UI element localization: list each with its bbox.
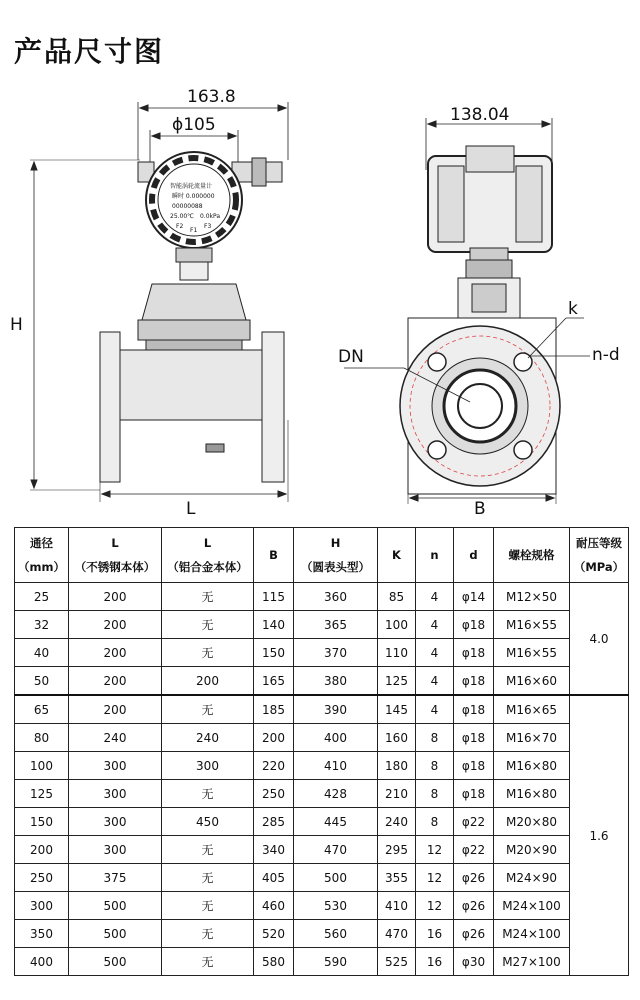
table-cell: 560 (294, 920, 378, 948)
table-cell: 240 (378, 808, 416, 836)
table-cell: φ26 (454, 920, 494, 948)
page-title: 产品尺寸图 (14, 35, 165, 68)
table-cell: 210 (378, 780, 416, 808)
table-cell: 410 (294, 752, 378, 780)
table-cell: 8 (416, 780, 454, 808)
header-line: （圆表头型） (301, 560, 370, 574)
table-cell: 12 (416, 892, 454, 920)
table-cell: 16 (416, 948, 454, 976)
table-row (15, 780, 629, 808)
table-cell: 375 (69, 864, 162, 892)
table-header-cell (416, 528, 454, 583)
table-cell: 无 (162, 948, 254, 976)
table-cell: 450 (162, 808, 254, 836)
meter-face-f2: F2 (176, 223, 184, 230)
table-cell: φ14 (454, 583, 494, 611)
label-B: B (474, 499, 486, 519)
table-cell: 400 (294, 724, 378, 752)
table-cell: 无 (162, 836, 254, 864)
meter-face-temp: 25.00℃ (170, 213, 194, 220)
table-cell: 405 (254, 864, 294, 892)
table-header-cell (254, 528, 294, 583)
header-line: d (469, 548, 478, 562)
table-cell: M16×70 (494, 724, 570, 752)
label-DN: DN (338, 347, 364, 367)
table-cell: 85 (378, 583, 416, 611)
table-cell: M20×80 (494, 808, 570, 836)
table-cell: 8 (416, 808, 454, 836)
front-view (30, 102, 288, 502)
table-header-cell (15, 528, 69, 583)
table-cell: 428 (294, 780, 378, 808)
spec-table-wrapper (14, 527, 628, 976)
table-cell: 355 (378, 864, 416, 892)
table-cell: φ18 (454, 667, 494, 696)
table-row (15, 611, 629, 639)
table-cell: 460 (254, 892, 294, 920)
table-cell: M16×80 (494, 752, 570, 780)
table-row (15, 724, 629, 752)
table-cell: 180 (378, 752, 416, 780)
table-cell: 410 (378, 892, 416, 920)
table-cell: 200 (15, 836, 69, 864)
table-cell: 300 (69, 752, 162, 780)
dim-head-diameter: ϕ105 (172, 115, 216, 135)
label-k: k (568, 299, 578, 319)
table-cell: 250 (254, 780, 294, 808)
table-cell: 50 (15, 667, 69, 696)
table-body (15, 583, 629, 976)
table-cell: 370 (294, 639, 378, 667)
table-cell: 65 (15, 695, 69, 724)
product-dimension-drawing (0, 80, 640, 520)
header-line: L (203, 536, 212, 550)
header-line: n (430, 548, 439, 562)
table-cell: φ26 (454, 864, 494, 892)
table-row (15, 695, 629, 724)
header-line: （不锈钢本体） (74, 560, 156, 574)
table-cell: 500 (294, 864, 378, 892)
table-cell: 125 (378, 667, 416, 696)
table-cell: φ18 (454, 639, 494, 667)
table-cell: 520 (254, 920, 294, 948)
table-cell: M16×55 (494, 611, 570, 639)
table-cell: 4 (416, 583, 454, 611)
label-L: L (186, 499, 196, 519)
header-line: H (330, 536, 341, 550)
header-line: B (269, 548, 278, 562)
table-cell: 590 (294, 948, 378, 976)
table-cell: 250 (15, 864, 69, 892)
table-row (15, 583, 629, 611)
table-cell: 295 (378, 836, 416, 864)
table-cell: 500 (69, 920, 162, 948)
table-cell: 300 (69, 780, 162, 808)
table-cell: 200 (69, 667, 162, 696)
table-cell: 125 (15, 780, 69, 808)
table-cell: 530 (294, 892, 378, 920)
table-cell: 240 (69, 724, 162, 752)
table-cell: M12×50 (494, 583, 570, 611)
table-cell: 300 (15, 892, 69, 920)
table-cell: 200 (69, 639, 162, 667)
table-cell: 285 (254, 808, 294, 836)
table-cell: 200 (69, 695, 162, 724)
table-cell: 4 (416, 639, 454, 667)
header-line: （mm） (18, 560, 65, 574)
label-nd: n-d (592, 345, 620, 365)
table-cell: M16×55 (494, 639, 570, 667)
table-cell: 365 (294, 611, 378, 639)
table-cell: 390 (294, 695, 378, 724)
table-header-cell (162, 528, 254, 583)
header-line: （铝合金本体） (167, 560, 248, 574)
table-cell: 无 (162, 639, 254, 667)
table-header-cell (378, 528, 416, 583)
table-cell: 12 (416, 836, 454, 864)
table-row (15, 920, 629, 948)
table-cell: 470 (378, 920, 416, 948)
header-line: L (111, 536, 119, 550)
table-cell: 150 (15, 808, 69, 836)
table-cell: 200 (69, 611, 162, 639)
table-row (15, 948, 629, 976)
table-cell: 300 (69, 836, 162, 864)
meter-face-line1: 瞬时 0.000000 (172, 193, 215, 200)
table-cell: φ18 (454, 695, 494, 724)
table-cell: 525 (378, 948, 416, 976)
table-cell: 300 (69, 808, 162, 836)
table-cell: 340 (254, 836, 294, 864)
table-cell: 25 (15, 583, 69, 611)
table-header-cell (294, 528, 378, 583)
table-cell: 165 (254, 667, 294, 696)
table-row (15, 892, 629, 920)
table-cell: 110 (378, 639, 416, 667)
table-cell: 无 (162, 695, 254, 724)
table-cell: M24×100 (494, 920, 570, 948)
table-cell: 200 (162, 667, 254, 696)
table-cell: 无 (162, 583, 254, 611)
table-row (15, 836, 629, 864)
table-cell: M27×100 (494, 948, 570, 976)
table-cell: 350 (15, 920, 69, 948)
table-cell: φ22 (454, 836, 494, 864)
table-cell: M20×90 (494, 836, 570, 864)
table-cell: 40 (15, 639, 69, 667)
table-cell: 500 (69, 948, 162, 976)
meter-face-title: 智能涡轮流量计 (170, 183, 213, 190)
table-cell: 无 (162, 864, 254, 892)
table-cell: 4 (416, 667, 454, 696)
table-cell: 580 (254, 948, 294, 976)
table-cell: M16×80 (494, 780, 570, 808)
table-cell: φ18 (454, 611, 494, 639)
table-cell: 400 (15, 948, 69, 976)
pressure-rating-cell: 1.6 (570, 695, 629, 976)
table-cell: 100 (15, 752, 69, 780)
table-cell: M24×90 (494, 864, 570, 892)
header-line: 螺栓规格 (508, 548, 555, 562)
table-cell: 16 (416, 920, 454, 948)
header-line: （MPa） (573, 560, 625, 574)
table-cell: 8 (416, 724, 454, 752)
table-cell: 4 (416, 695, 454, 724)
table-cell: 无 (162, 892, 254, 920)
table-cell: 32 (15, 611, 69, 639)
table-cell: φ26 (454, 892, 494, 920)
table-cell: 140 (254, 611, 294, 639)
header-line: 耐压等级 (576, 536, 622, 550)
table-cell: M16×60 (494, 667, 570, 696)
table-cell: M16×65 (494, 695, 570, 724)
table-cell: 无 (162, 611, 254, 639)
table-cell: φ18 (454, 752, 494, 780)
meter-face-f1: F1 (190, 227, 198, 234)
table-header-cell (570, 528, 629, 583)
table-cell: 无 (162, 920, 254, 948)
table-cell: 445 (294, 808, 378, 836)
table-cell: φ18 (454, 780, 494, 808)
table-cell: 380 (294, 667, 378, 696)
table-cell: φ22 (454, 808, 494, 836)
table-cell: 360 (294, 583, 378, 611)
table-cell: 100 (378, 611, 416, 639)
table-header-cell (494, 528, 570, 583)
table-row (15, 808, 629, 836)
table-cell: 300 (162, 752, 254, 780)
table-row (15, 639, 629, 667)
table-header-cell (454, 528, 494, 583)
label-H: H (10, 315, 23, 335)
table-cell: 12 (416, 864, 454, 892)
meter-face-f3: F3 (204, 223, 212, 230)
table-cell: 145 (378, 695, 416, 724)
table-cell: 200 (69, 583, 162, 611)
table-cell: 无 (162, 780, 254, 808)
table-cell: 470 (294, 836, 378, 864)
table-cell: φ18 (454, 724, 494, 752)
table-cell: 185 (254, 695, 294, 724)
meter-face-press: 0.0kPa (200, 213, 221, 220)
table-row (15, 864, 629, 892)
table-header-cell (69, 528, 162, 583)
table-cell: φ30 (454, 948, 494, 976)
dim-side-width: 138.04 (450, 105, 510, 125)
table-cell: 500 (69, 892, 162, 920)
table-cell: 240 (162, 724, 254, 752)
table-cell: 150 (254, 639, 294, 667)
header-line: 通径 (30, 536, 53, 550)
table-cell: 8 (416, 752, 454, 780)
table-cell: 200 (254, 724, 294, 752)
table-row (15, 667, 629, 696)
table-cell: 80 (15, 724, 69, 752)
table-cell: 220 (254, 752, 294, 780)
spec-table (14, 527, 629, 976)
table-row (15, 752, 629, 780)
meter-face-line3: 00000088 (172, 203, 203, 210)
table-header-row (15, 528, 629, 583)
table-cell: 160 (378, 724, 416, 752)
dim-width-total: 163.8 (187, 87, 236, 107)
table-cell: M24×100 (494, 892, 570, 920)
header-line: K (392, 548, 401, 562)
table-cell: 4 (416, 611, 454, 639)
side-view (344, 118, 590, 504)
table-cell: 115 (254, 583, 294, 611)
pressure-rating-cell: 4.0 (570, 583, 629, 696)
